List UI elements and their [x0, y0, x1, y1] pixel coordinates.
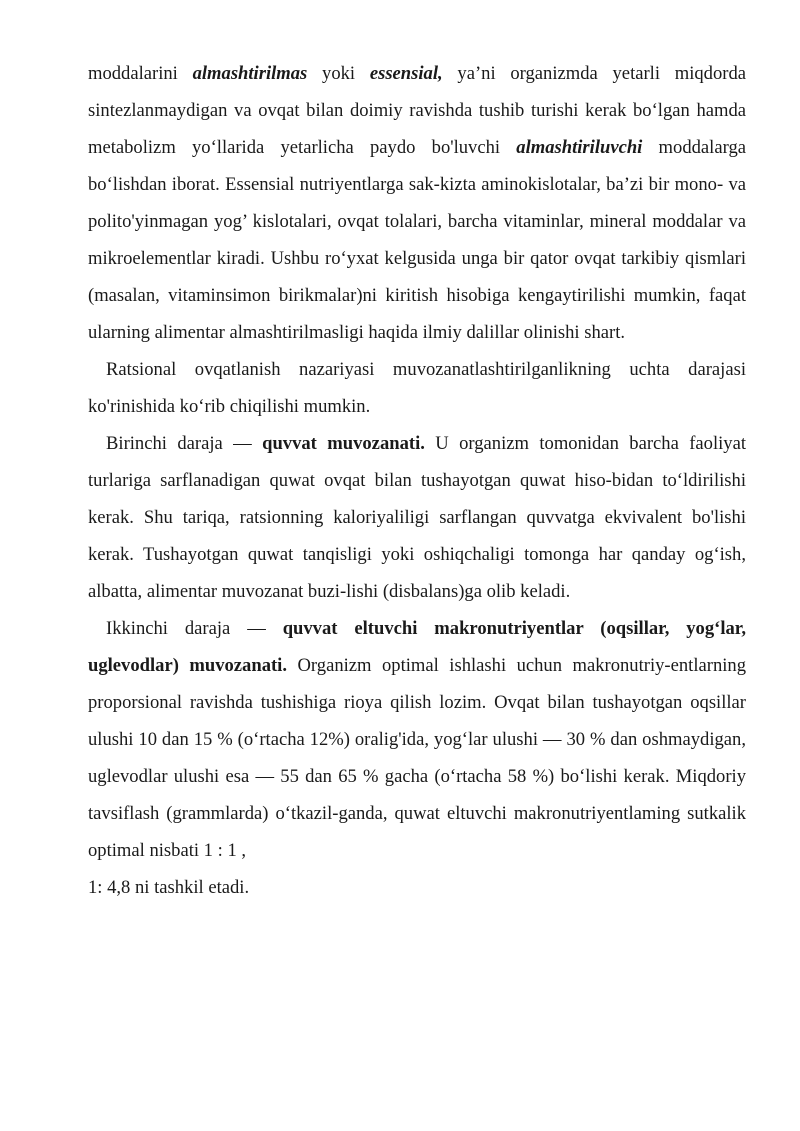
paragraph-second-level — [88, 610, 746, 869]
text-run: moddalarini — [88, 63, 193, 84]
text-run: yoki — [307, 63, 370, 84]
document-page — [88, 55, 746, 906]
heading-energy-balance: quvvat muvozanati. — [262, 433, 425, 454]
emphasis-almashtirilmas: almashtirilmas — [192, 63, 308, 84]
paragraph-essential-nutrients — [88, 55, 746, 351]
paragraph-ratio-end — [88, 869, 746, 906]
text-run: Ikkinchi daraja — — [106, 618, 283, 639]
paragraph-rational-nutrition — [88, 351, 746, 425]
text-run: moddalarga bo‘lishdan iborat. Essensial nutriyentlarga sak-kizta aminokislotalar, ba’zi bir mono- va polito'yinmagan yog’ kislotalari, ovqat tolalari, barcha vitaminlar, mineral moddalar va mikroelementlar kiradi. Ushbu ro‘yxat kelgusida unga bir qator ovqat tarkibiy qismlari (masalan, vitaminsimon birikmalar)ni kiritish hisobiga kengaytirilishi mumkin, faqat ularning alimentar almashtirilmasligi haqida ilmiy dalillar olinishi shart. — [88, 137, 746, 343]
emphasis-almashtiriluvchi: almashtiriluvchi — [516, 137, 643, 158]
paragraph-first-level — [88, 425, 746, 610]
heading-macronutrient-balance: quvvat eltuvchi makronutriyentlar (oqsillar, yog‘lar, uglevodlar) muvozanati. — [88, 618, 746, 676]
text-run: ya’ni organizmda yetarli miqdorda sintezlanmaydigan va ovqat bilan doimiy ravishda tushib turishi kerak bo‘lgan hamda metabolizm yo‘llarida yetarlicha paydo bo'luvchi — [88, 63, 747, 158]
text-run: Ratsional ovqatlanish nazariyasi muvozanatlashtirilganlikning uchta darajasi ko'rinishida ko‘rib chiqilishi mumkin. — [88, 359, 746, 417]
text-run: 1: 4,8 ni tashkil etadi. — [88, 877, 250, 898]
text-run: U organizm tomonidan barcha faoliyat turlariga sarflanadigan quwat ovqat bilan tushayotgan quwat hiso-bidan to‘ldirilishi kerak. Shu tariqa, ratsionning kaloriyaliligi sarflangan quvvatga ekvivalent bo'lishi kerak. Tushayotgan quwat tanqisligi yoki oshiqchaligi tomonga har qanday og‘ish, albatta, alimentar muvozanat buzi-lishi (disbalans)ga olib keladi. — [88, 433, 747, 602]
text-run: Organizm optimal ishlashi uchun makronutriy-entlarning proporsional ravishda tushishiga rioya qilish lozim. Ovqat bilan tushayotgan oqsillar ulushi 10 dan 15 % (o‘rtacha 12%) oralig'ida, yog‘lar ulushi — 30 % dan oshmaydigan, uglevodlar ulushi esa — 55 dan 65 % gacha (o‘rtacha 58 %) bo‘lishi kerak. Miqdoriy tavsiflash (grammlarda) o‘tkazil-ganda, quwat eltuvchi makronutriyentlaming sutkalik optimal nisbati 1 : 1 , — [88, 655, 747, 861]
text-run: Birinchi daraja — — [106, 433, 263, 454]
emphasis-essensial: essensial, — [369, 63, 443, 84]
